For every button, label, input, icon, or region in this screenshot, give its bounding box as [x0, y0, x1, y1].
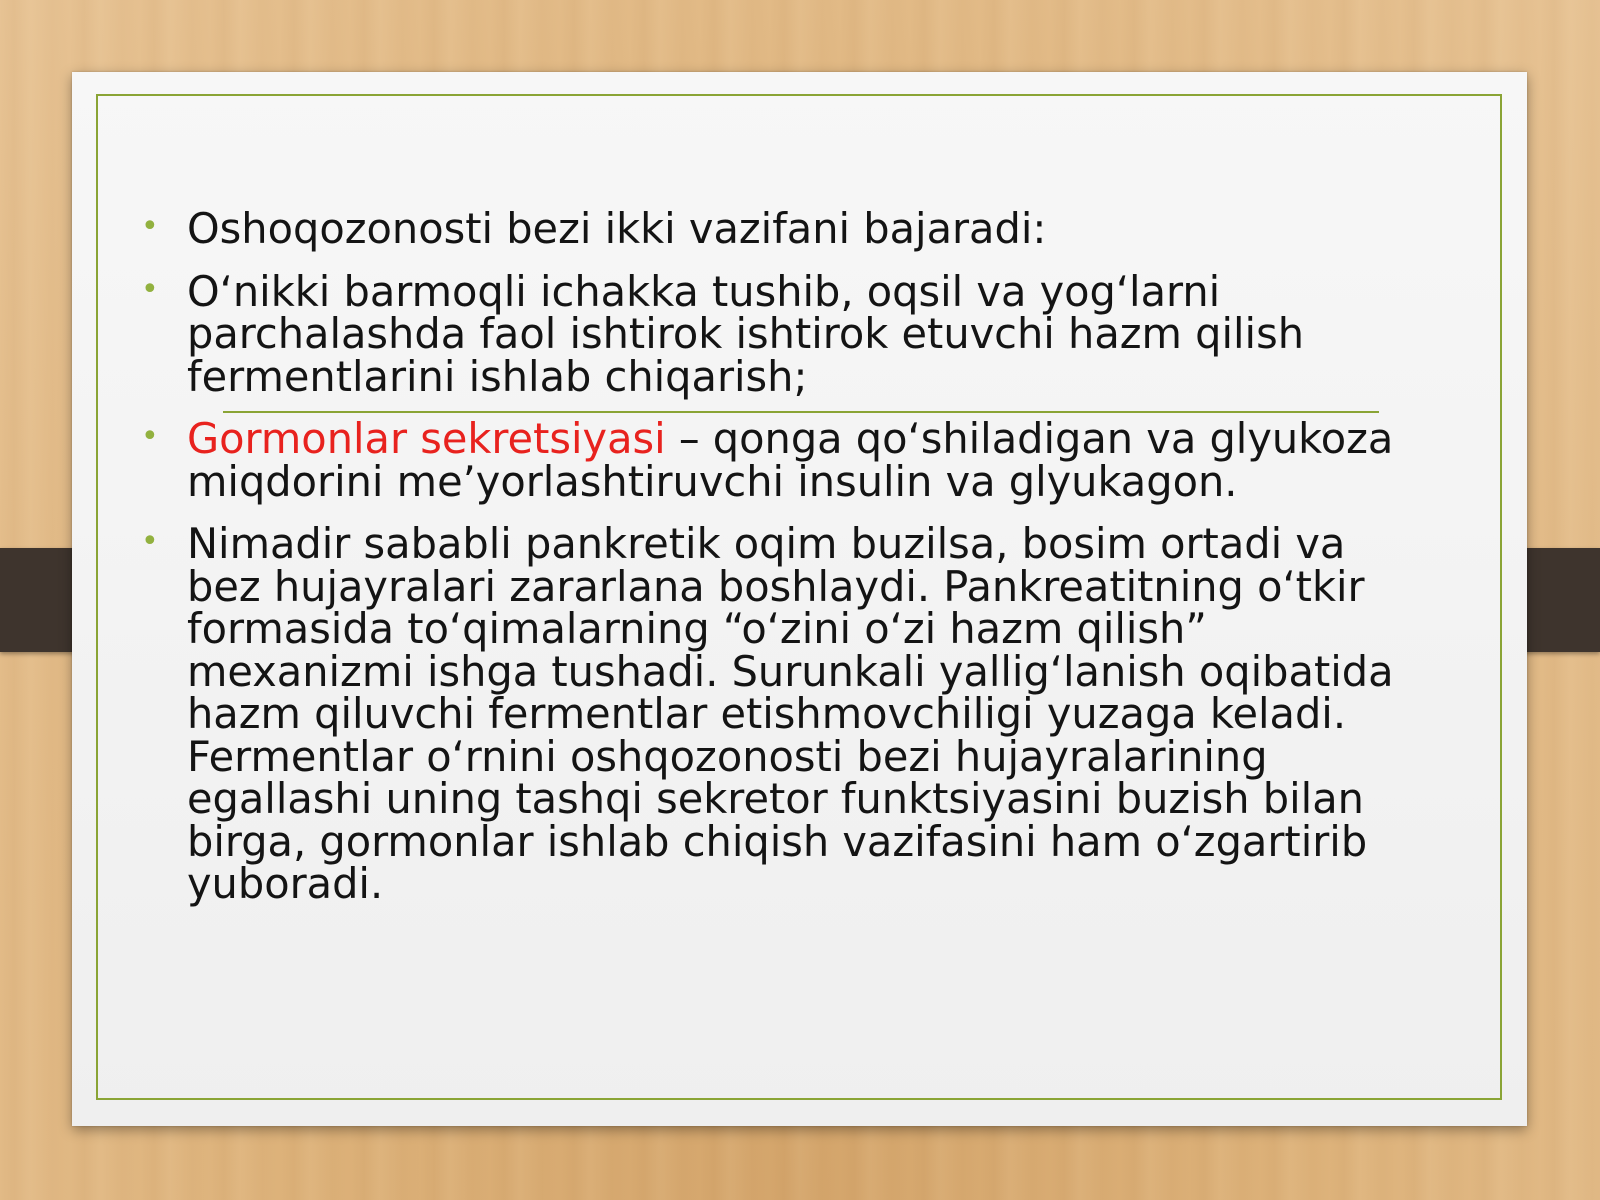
bullet-item [138, 519, 1398, 908]
bullet-icon: • [141, 209, 159, 244]
bullet-icon: • [141, 271, 159, 307]
bullet-text: – qonga qo‘shiladigan va glyukoza miqdorini me’yorlashtiruvchi insulin va glyukagon. [187, 414, 1394, 506]
bullet-item [138, 204, 1398, 253]
bullet-icon: • [141, 419, 159, 454]
bullet-text: O‘nikki barmoqli ichakka tushib, oqsil va yog‘larni parchalashda faol ishtirok ishtirok etuvchi hazm qilish fermentlarini ishlab chiqarish; [187, 266, 1305, 401]
bullet-list [138, 204, 1398, 926]
bullet-item [138, 414, 1398, 506]
bullet-text: Oshoqozonosti bezi ikki vazifani bajaradi: [187, 204, 1047, 253]
bullet-item [138, 266, 1398, 401]
highlighted-term: Gormonlar sekretsiyasi [187, 414, 666, 463]
bullet-icon: • [141, 524, 159, 559]
bullet-text: Nimadir sababli pankretik oqim buzilsa, bosim ortadi va bez hujayralari zararlana boshlaydi. Pankreatitning o‘tkir formasida to‘qimalarning “o‘zini o‘zi hazm qilish” mexanizmi ishga tushadi. Surunkali yallig‘lanish oqibatida hazm qiluvchi fermentlar etishmovchiligi yuzaga keladi. Fermentlar o‘rnini oshqozonosti bezi hujayralarining egallashi uning tashqi sekretor funktsiyasini buzish bilan birga, gormonlar ishlab chiqish vazifasini ham o‘zgartirib yuboradi. [187, 519, 1394, 908]
